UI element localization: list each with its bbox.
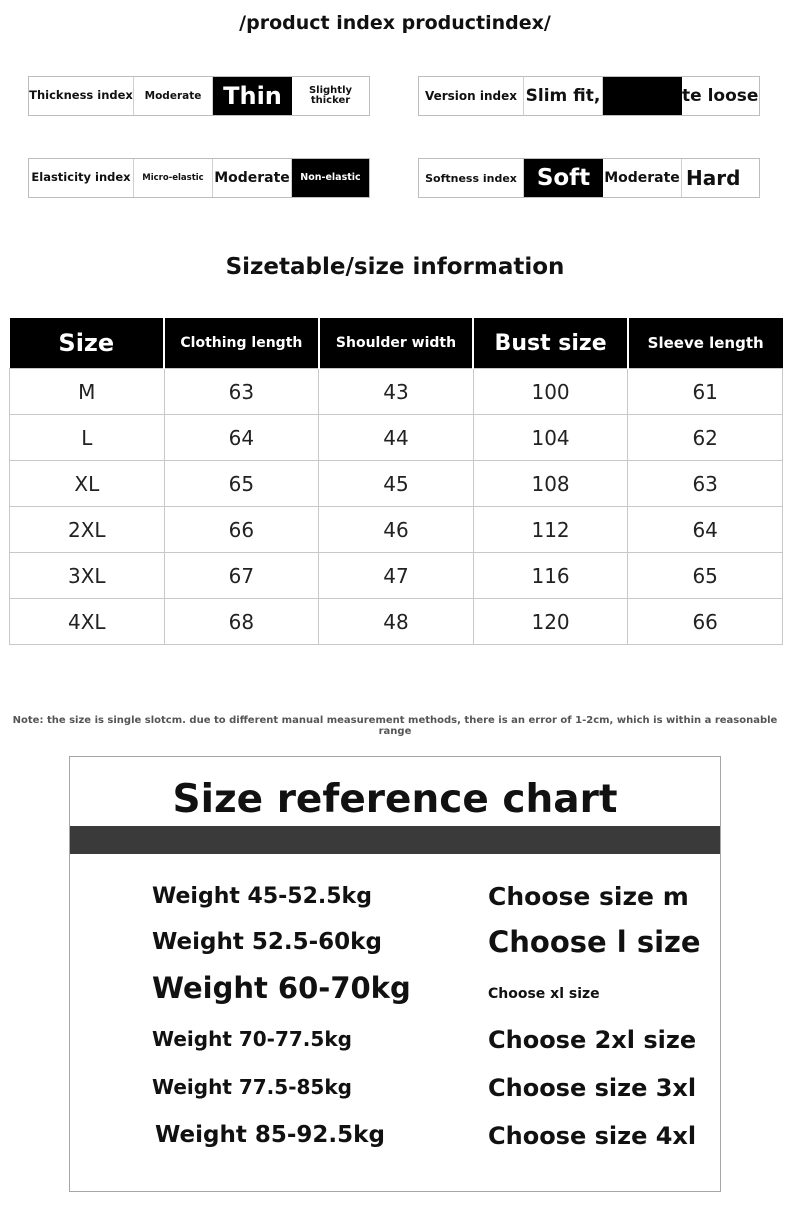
table-cell: 108 [473, 461, 628, 507]
page-title: /product index productindex/ [239, 12, 551, 34]
reference-choice: Choose size 4xl [488, 1122, 697, 1150]
table-cell: 43 [319, 369, 474, 415]
table-cell: 44 [319, 415, 474, 461]
size-table-title: Sizetable/size information [225, 254, 565, 280]
table-row [10, 553, 783, 599]
reference-row [70, 927, 720, 973]
table-cell: 112 [473, 507, 628, 553]
table-cell: XL [10, 461, 165, 507]
elasticity-option-non-elastic: Non-elastic [292, 159, 369, 197]
table-cell: 64 [164, 415, 319, 461]
measurement-note: Note: the size is single slotcm. due to different manual measurement methods, there is an error of 1-2cm, which is within a reasonable range [12, 715, 778, 737]
table-cell: 65 [164, 461, 319, 507]
table-cell: 66 [628, 599, 783, 645]
elasticity-option-micro-elastic: Micro-elastic [134, 159, 213, 197]
reference-row [70, 881, 720, 927]
table-cell: 3XL [10, 553, 165, 599]
reference-choice: Choose 2xl size [488, 1026, 697, 1054]
table-row [10, 369, 783, 415]
reference-row [70, 1024, 720, 1070]
table-cell: 68 [164, 599, 319, 645]
reference-row [70, 973, 720, 1019]
reference-weight: Weight 85-92.5kg [155, 1122, 385, 1148]
table-cell: 66 [164, 507, 319, 553]
table-row [10, 507, 783, 553]
elasticity-index [28, 158, 370, 198]
table-row [10, 415, 783, 461]
reference-chart-title: Size reference chart [172, 776, 618, 822]
reference-weight: Weight 77.5-85kg [152, 1075, 352, 1099]
table-cell: 61 [628, 369, 783, 415]
table-cell: 48 [319, 599, 474, 645]
header-size: Size [10, 318, 165, 369]
header-bust-size: Bust size [473, 318, 628, 369]
softness-option-moderate: Moderate [603, 159, 682, 197]
thickness-option-moderate: Moderate [134, 77, 213, 115]
table-cell: 64 [628, 507, 783, 553]
table-cell: 65 [628, 553, 783, 599]
softness-index-label: Softness index [419, 159, 524, 197]
header-shoulder-width: Shoulder width [319, 318, 474, 369]
table-cell: 104 [473, 415, 628, 461]
table-cell: 62 [628, 415, 783, 461]
softness-option-hard: Hard [686, 166, 741, 190]
softness-option-soft: Soft [524, 159, 603, 197]
version-index [418, 76, 760, 116]
table-cell: 47 [319, 553, 474, 599]
size-table-header-row [10, 318, 783, 369]
reference-weight: Weight 52.5-60kg [152, 929, 382, 955]
thickness-index-label: Thickness index [29, 77, 134, 115]
thickness-option-thin: Thin [213, 77, 292, 115]
size-reference-chart [69, 756, 721, 1192]
reference-weight: Weight 70-77.5kg [152, 1027, 352, 1051]
header-sleeve-length: Sleeve length [628, 318, 783, 369]
table-cell: 45 [319, 461, 474, 507]
version-option-redacted [603, 77, 682, 115]
reference-row [70, 1120, 720, 1166]
version-option-slim-fit: Slim fit, [524, 77, 603, 115]
table-cell: 4XL [10, 599, 165, 645]
version-index-label: Version index [419, 77, 524, 115]
reference-choice: Choose xl size [488, 986, 600, 1002]
reference-choice: Choose size m [488, 882, 689, 911]
version-option-loose: te loose [682, 85, 759, 106]
table-cell: 116 [473, 553, 628, 599]
reference-row [70, 1072, 720, 1118]
title-divider-bar [70, 826, 720, 854]
header-clothing-length: Clothing length [164, 318, 319, 369]
table-cell: 46 [319, 507, 474, 553]
size-table [9, 318, 783, 645]
table-cell: 100 [473, 369, 628, 415]
table-cell: L [10, 415, 165, 461]
reference-choice: Choose size 3xl [488, 1074, 697, 1102]
thickness-option-slightly-thicker: Slightly thicker [308, 85, 353, 106]
reference-weight: Weight 45-52.5kg [152, 884, 372, 909]
table-cell: 120 [473, 599, 628, 645]
softness-index [418, 158, 760, 198]
table-cell: 63 [164, 369, 319, 415]
table-cell: M [10, 369, 165, 415]
reference-weight: Weight 60-70kg [152, 971, 411, 1005]
table-row [10, 461, 783, 507]
table-cell: 67 [164, 553, 319, 599]
thickness-index [28, 76, 370, 116]
table-row [10, 599, 783, 645]
reference-choice: Choose l size [488, 925, 701, 959]
elasticity-option-moderate: Moderate [213, 159, 292, 197]
elasticity-index-label: Elasticity index [29, 159, 134, 197]
table-cell: 63 [628, 461, 783, 507]
table-cell: 2XL [10, 507, 165, 553]
